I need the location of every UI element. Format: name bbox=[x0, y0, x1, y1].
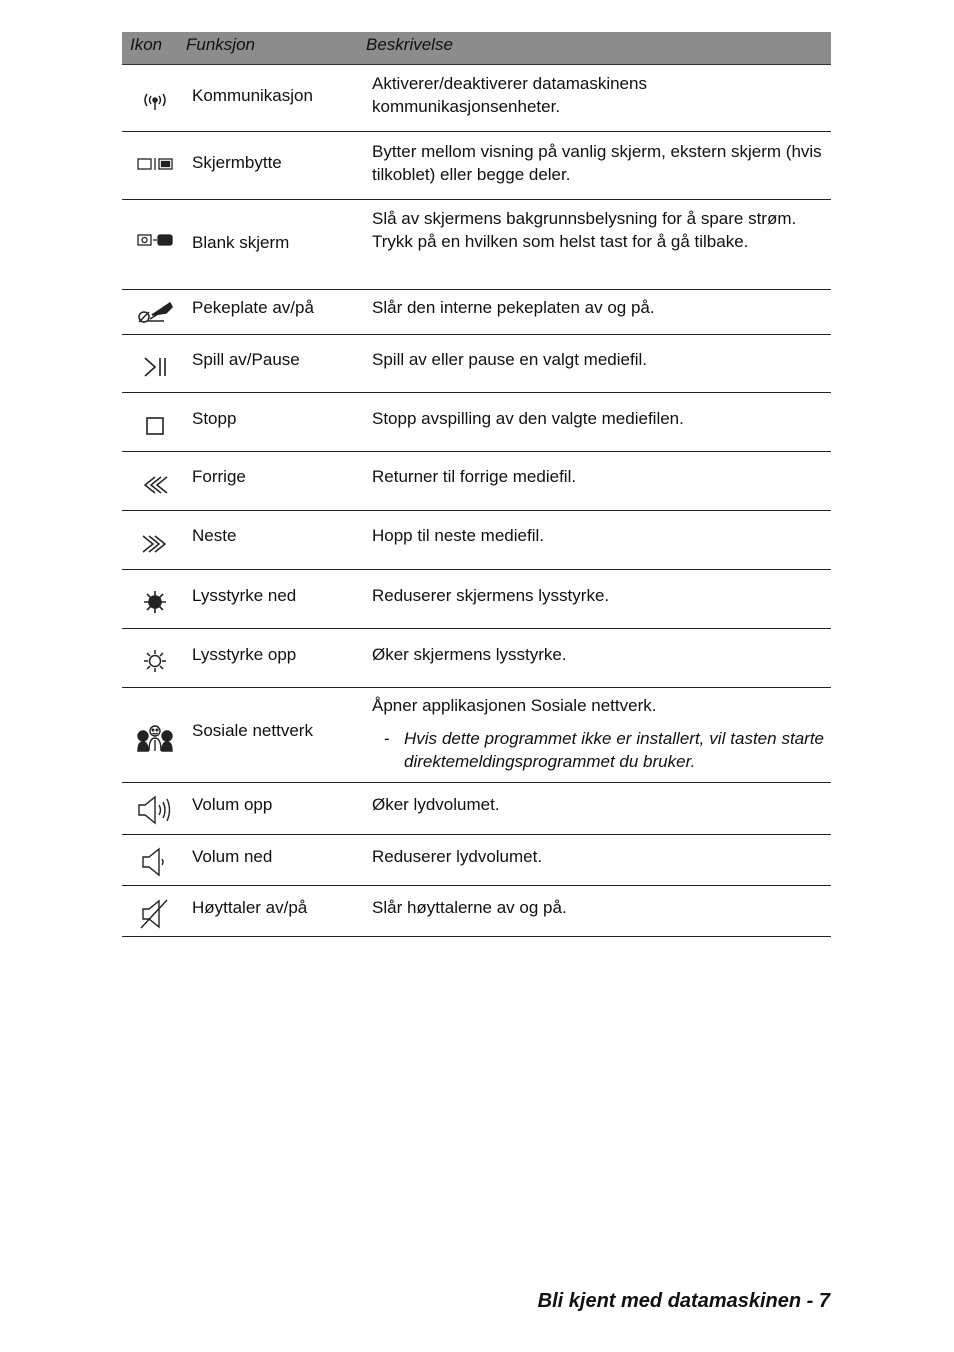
brightness-down-icon bbox=[136, 589, 174, 615]
function-label: Kommunikasjon bbox=[192, 86, 313, 105]
description-text: Slå av skjermens bakgrunnsbelysning for å spare strøm. Trykk på en hvilken som helst tast for å gå tilbake. bbox=[372, 209, 797, 251]
function-label: Volum ned bbox=[192, 847, 273, 866]
next-icon bbox=[136, 531, 174, 557]
description-text: Aktiverer/deaktiverer datamaskinens kommunikasjonsenheter. bbox=[372, 74, 647, 116]
table-row bbox=[122, 688, 831, 783]
stop-icon bbox=[136, 413, 174, 439]
wireless-icon bbox=[136, 89, 174, 115]
description-text: Reduserer lydvolumet. bbox=[372, 847, 543, 866]
table-row bbox=[122, 65, 831, 132]
display-toggle-icon bbox=[136, 154, 174, 174]
function-label: Stopp bbox=[192, 409, 237, 428]
table-row bbox=[122, 132, 831, 200]
description-text: Stopp avspilling av den valgte mediefilen. bbox=[372, 409, 684, 428]
function-label: Volum opp bbox=[192, 795, 273, 814]
table-row bbox=[122, 886, 831, 937]
table-row bbox=[122, 290, 831, 335]
blank-screen-icon bbox=[136, 230, 174, 250]
function-label: Neste bbox=[192, 526, 237, 545]
table-row bbox=[122, 200, 831, 290]
speaker-mute-icon bbox=[136, 898, 174, 930]
function-label: Høyttaler av/på bbox=[192, 898, 308, 917]
table-row bbox=[122, 570, 831, 629]
volume-up-icon bbox=[136, 795, 174, 825]
function-label: Lysstyrke opp bbox=[192, 645, 297, 664]
brightness-up-icon bbox=[136, 648, 174, 674]
function-label: Spill av/Pause bbox=[192, 350, 300, 369]
touchpad-icon bbox=[136, 300, 174, 326]
description-text: Slår høyttalerne av og på. bbox=[372, 898, 567, 917]
note-bullet: - bbox=[384, 729, 390, 748]
description-text: Slår den interne pekeplaten av og på. bbox=[372, 298, 655, 317]
description-text: Returner til forrige mediefil. bbox=[372, 467, 577, 486]
table-row bbox=[122, 835, 831, 886]
table-row bbox=[122, 452, 831, 511]
function-label: Pekeplate av/på bbox=[192, 298, 314, 317]
function-label: Sosiale nettverk bbox=[192, 721, 313, 740]
description-text: Hopp til neste mediefil. bbox=[372, 526, 544, 545]
header-function: Funksjon bbox=[186, 35, 255, 54]
table-row bbox=[122, 629, 831, 688]
description-text: Reduserer skjermens lysstyrke. bbox=[372, 586, 610, 605]
table-row bbox=[122, 783, 831, 835]
function-label: Lysstyrke ned bbox=[192, 586, 297, 605]
header-description: Beskrivelse bbox=[366, 35, 453, 54]
description-text: Åpner applikasjonen Sosiale nettverk. bbox=[372, 696, 657, 715]
previous-icon bbox=[136, 472, 174, 498]
function-label: Skjermbytte bbox=[192, 153, 282, 172]
page-footer: Bli kjent med datamaskinen - 7 bbox=[537, 1290, 830, 1312]
description-text: Øker lydvolumet. bbox=[372, 795, 500, 814]
description-text: Øker skjermens lysstyrke. bbox=[372, 645, 567, 664]
function-key-table bbox=[122, 32, 831, 937]
note bbox=[372, 727, 824, 773]
table-header bbox=[122, 32, 831, 65]
table-row bbox=[122, 335, 831, 393]
header-icon: Ikon bbox=[130, 35, 163, 54]
description-cell bbox=[372, 694, 824, 773]
table-row bbox=[122, 393, 831, 452]
volume-down-icon bbox=[136, 847, 174, 877]
function-label: Forrige bbox=[192, 467, 246, 486]
description-text: Bytter mellom visning på vanlig skjerm, ekstern skjerm (hvis tilkoblet) eller begge deler. bbox=[372, 142, 822, 184]
description-text: Spill av eller pause en valgt mediefil. bbox=[372, 350, 647, 369]
play-pause-icon bbox=[136, 353, 174, 381]
note-text: Hvis dette programmet ikke er installert, vil tasten starte direktemeldingsprogrammet du bruker. bbox=[404, 729, 824, 771]
social-network-icon bbox=[136, 723, 174, 753]
function-label: Blank skjerm bbox=[192, 233, 290, 252]
table-row bbox=[122, 511, 831, 570]
